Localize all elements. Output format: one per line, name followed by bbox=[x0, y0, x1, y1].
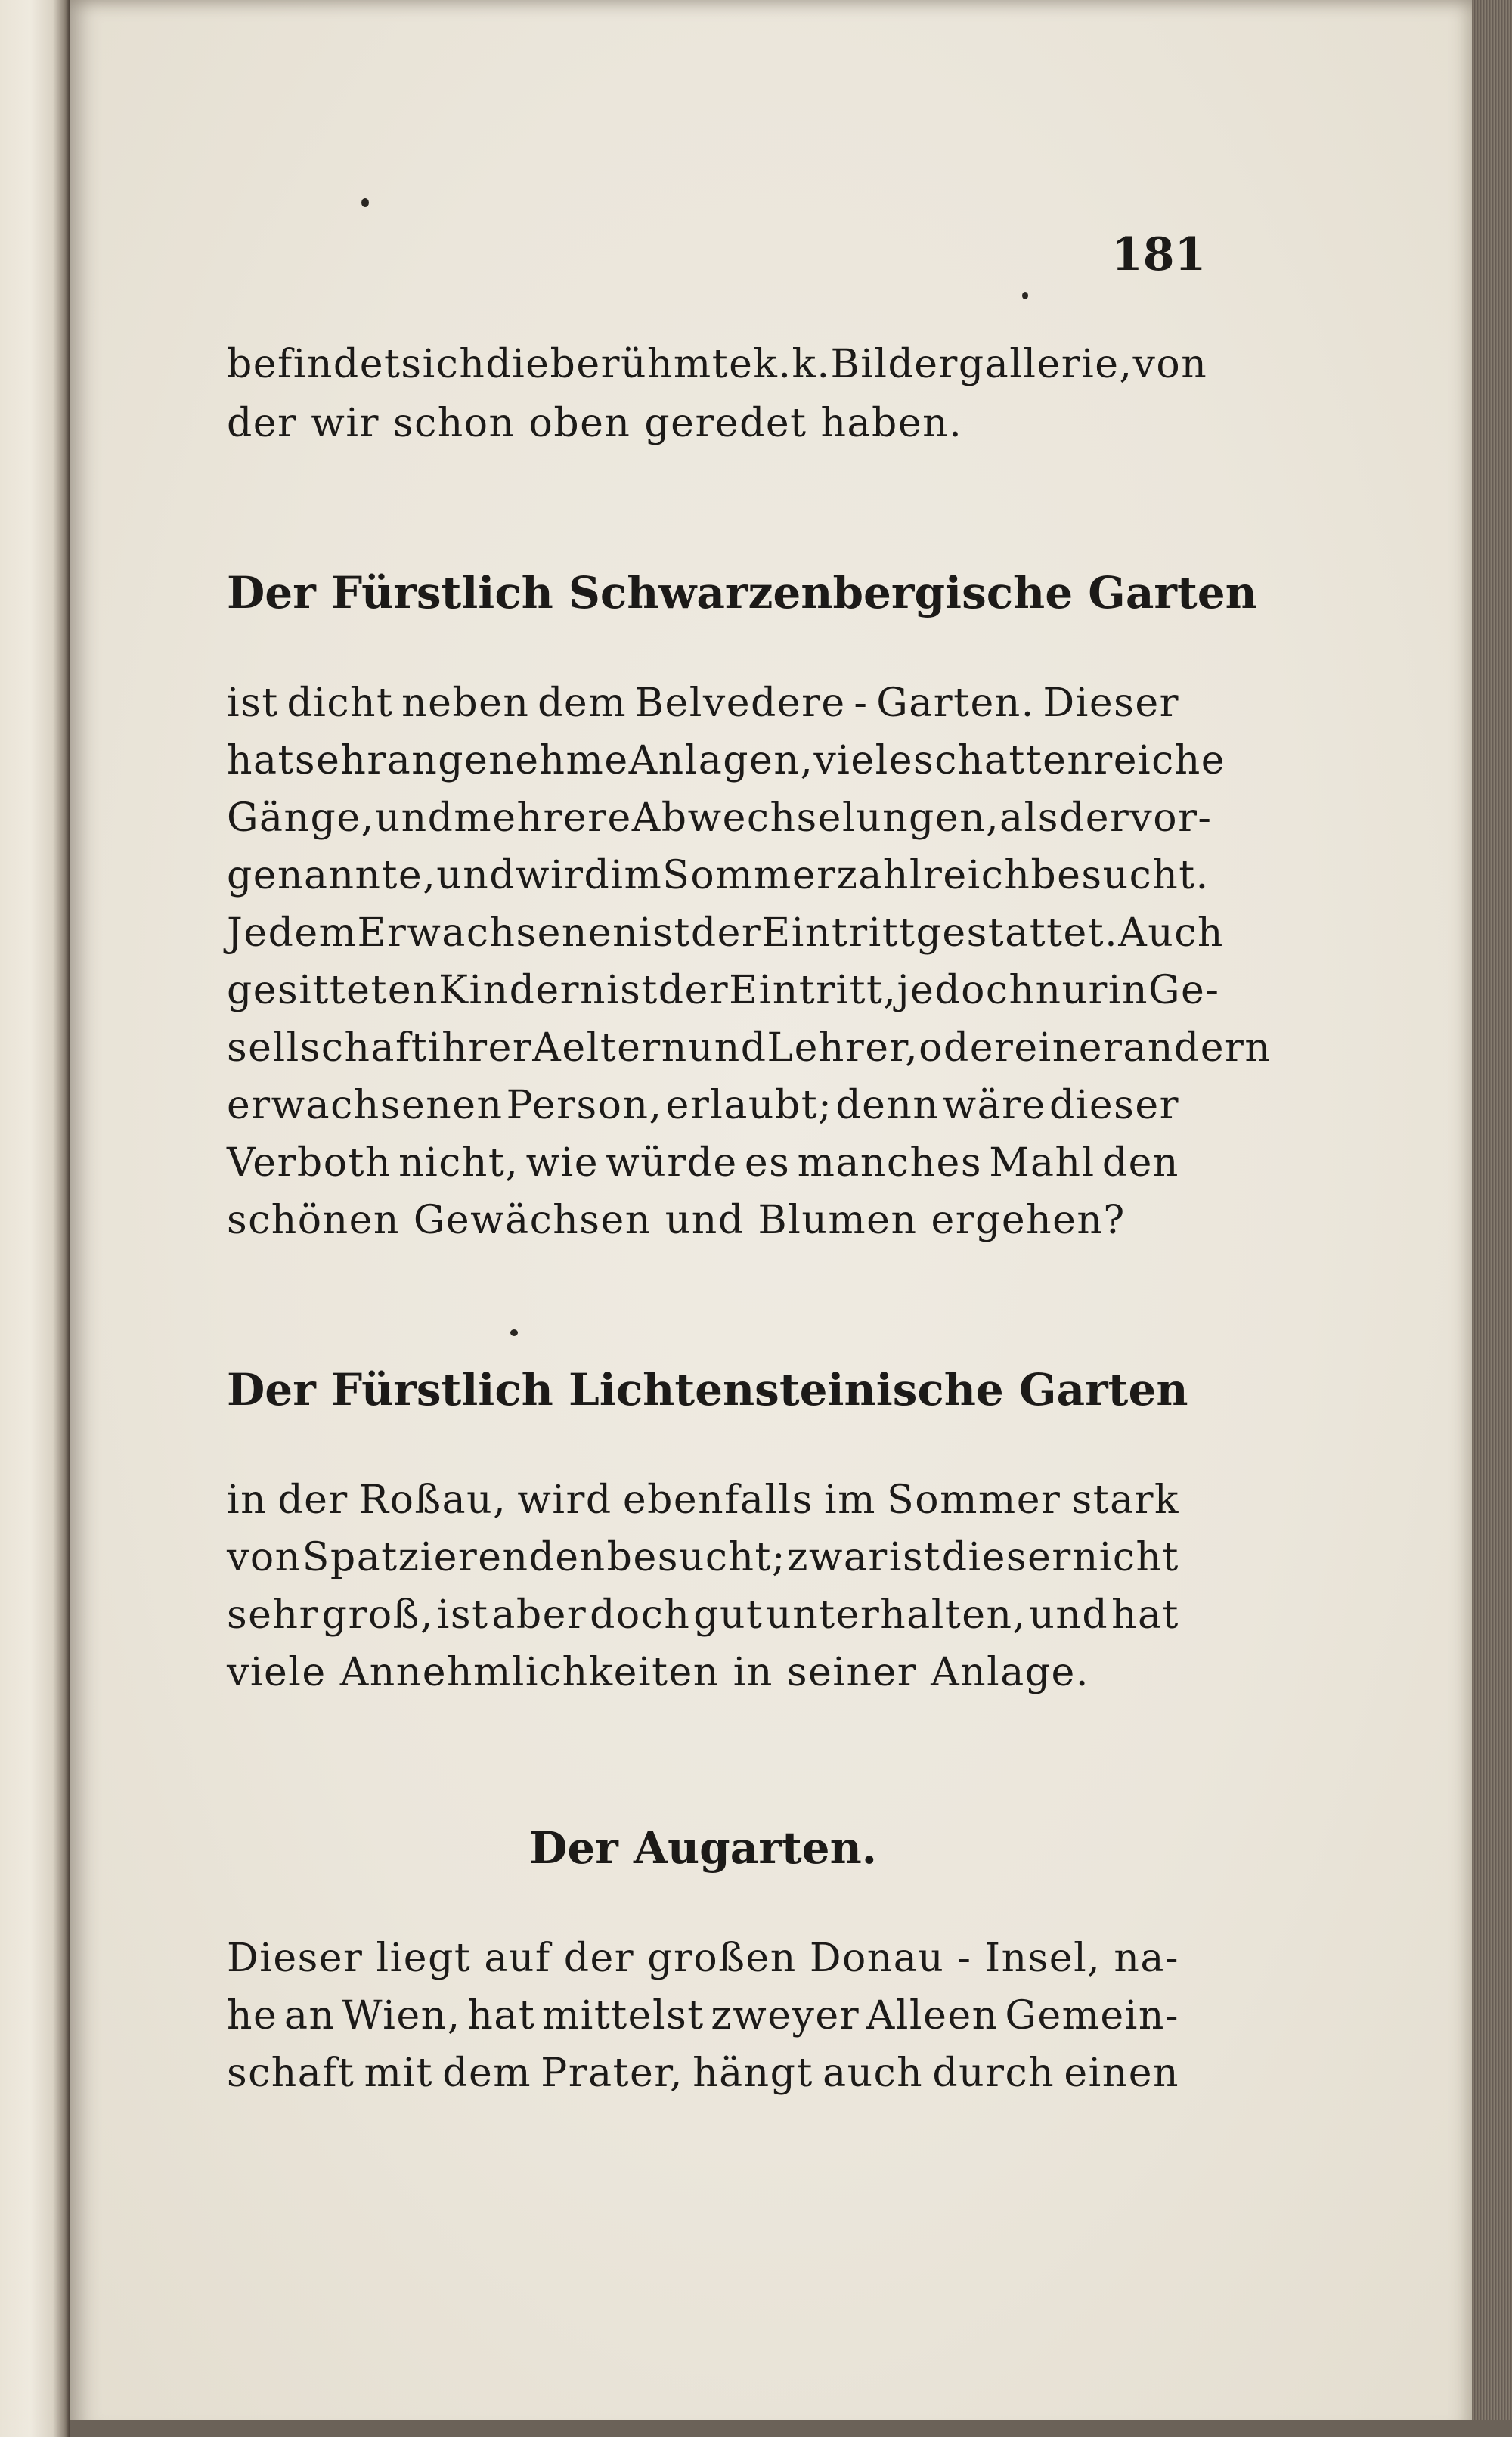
text-line bbox=[227, 401, 1179, 446]
word: dem bbox=[442, 2051, 532, 2096]
word: zahlreich bbox=[836, 853, 1031, 898]
word: Spatzierenden bbox=[302, 1535, 606, 1580]
word: stark bbox=[1071, 1477, 1179, 1523]
word: schönen bbox=[227, 1198, 400, 1243]
word: Alleen bbox=[866, 1993, 999, 2039]
text-line bbox=[227, 1535, 1179, 1580]
word: denn bbox=[835, 1083, 940, 1128]
word: mehrere bbox=[454, 795, 632, 841]
word: von bbox=[227, 1535, 302, 1580]
text-line bbox=[227, 342, 1208, 387]
word: und bbox=[687, 1025, 767, 1071]
word: schaft bbox=[227, 2051, 355, 2096]
word: in bbox=[733, 1650, 773, 1695]
word: Bildergallerie, bbox=[830, 342, 1133, 387]
word: der bbox=[227, 401, 298, 446]
section-heading: Der Fürstlich Lichtensteinische Garten bbox=[227, 1364, 1188, 1415]
word: an bbox=[284, 1993, 336, 2039]
word: Lehrer, bbox=[767, 1025, 919, 1071]
word: berühmte bbox=[550, 342, 754, 387]
word: gestattet. bbox=[916, 910, 1119, 956]
word: besucht. bbox=[1030, 853, 1210, 898]
word: würde bbox=[606, 1140, 738, 1186]
word: Person, bbox=[506, 1083, 663, 1128]
word: liegt bbox=[376, 1936, 472, 1981]
word: Sommer bbox=[662, 853, 837, 898]
book-left-edge bbox=[0, 0, 70, 2437]
word: groß, bbox=[321, 1592, 434, 1638]
word: hängt bbox=[692, 2051, 813, 2096]
word: Blumen bbox=[758, 1198, 918, 1243]
word: ist bbox=[888, 1535, 941, 1580]
text-line bbox=[227, 2051, 1179, 2096]
word: Dieser bbox=[1043, 681, 1179, 726]
word: Belvedere bbox=[634, 681, 846, 726]
word: Kindern bbox=[438, 968, 606, 1013]
page-number: 181 bbox=[1111, 228, 1207, 281]
word: neben bbox=[401, 681, 530, 726]
word: Anlage. bbox=[931, 1650, 1089, 1695]
word: seiner bbox=[786, 1650, 918, 1695]
word: mit bbox=[364, 2051, 433, 2096]
word: viele bbox=[813, 738, 914, 783]
text-line bbox=[227, 1025, 1272, 1071]
word: - bbox=[854, 681, 869, 726]
word: Donau bbox=[809, 1936, 945, 1981]
word: sellschaft bbox=[227, 1025, 429, 1071]
word: andern bbox=[1123, 1025, 1272, 1071]
word: ergehen? bbox=[931, 1198, 1126, 1243]
word: ist bbox=[639, 910, 691, 956]
ink-speck bbox=[510, 1329, 518, 1336]
ink-speck bbox=[1022, 292, 1028, 299]
word: Verboth bbox=[227, 1140, 392, 1186]
word: einer bbox=[1014, 1025, 1123, 1071]
word: sehr bbox=[227, 1592, 319, 1638]
word: oben bbox=[528, 401, 631, 446]
text-line bbox=[227, 1083, 1179, 1128]
word: nicht bbox=[1072, 1535, 1179, 1580]
word: nicht, bbox=[398, 1140, 519, 1186]
word: hat bbox=[1111, 1592, 1179, 1638]
word: und bbox=[665, 1198, 745, 1243]
word: gesitteten bbox=[227, 968, 439, 1013]
text-line bbox=[227, 910, 1224, 956]
word: Eintritt bbox=[761, 910, 916, 956]
word: Erwachsenen bbox=[357, 910, 640, 956]
text-line bbox=[227, 1140, 1179, 1186]
word: aber bbox=[491, 1592, 587, 1638]
text-line bbox=[227, 795, 1213, 841]
word: ist bbox=[227, 681, 279, 726]
text-line bbox=[227, 1592, 1179, 1638]
word: Jedem bbox=[227, 910, 358, 956]
word: zwar bbox=[787, 1535, 888, 1580]
word: in bbox=[227, 1477, 268, 1523]
word: k. bbox=[753, 342, 792, 387]
word: dicht bbox=[287, 681, 394, 726]
word: Ge- bbox=[1148, 968, 1220, 1013]
word: wäre bbox=[942, 1083, 1046, 1128]
word: Anlagen, bbox=[628, 738, 814, 783]
word: schattenreiche bbox=[913, 738, 1226, 783]
word: Sommer bbox=[887, 1477, 1061, 1523]
word: k. bbox=[792, 342, 831, 387]
word: sehr bbox=[294, 738, 387, 783]
word: der bbox=[1058, 795, 1130, 841]
word: den bbox=[1101, 1140, 1179, 1186]
word: ist bbox=[606, 968, 658, 1013]
word: Dieser bbox=[227, 1936, 364, 1981]
word: wird bbox=[517, 1477, 612, 1523]
word: Eintritt, bbox=[729, 968, 897, 1013]
word: besucht; bbox=[606, 1535, 786, 1580]
word: zweyer bbox=[711, 1993, 860, 2039]
text-line bbox=[227, 1198, 1179, 1243]
word: dieser bbox=[941, 1535, 1072, 1580]
word: auch bbox=[823, 2051, 924, 2096]
section-heading: Der Fürstlich Schwarzenbergische Garten bbox=[227, 567, 1257, 619]
section-heading: Der Augarten. bbox=[529, 1822, 877, 1874]
word: erlaubt; bbox=[665, 1083, 833, 1128]
word: Garten. bbox=[876, 681, 1035, 726]
word: im bbox=[824, 1477, 876, 1523]
word: großen bbox=[647, 1936, 797, 1981]
book-right-edge bbox=[1472, 0, 1512, 2437]
word: Wien, bbox=[342, 1993, 461, 2039]
word: schon bbox=[392, 401, 516, 446]
ink-speck bbox=[361, 198, 369, 207]
word: oder bbox=[919, 1025, 1015, 1071]
word: Prater, bbox=[541, 2051, 683, 2096]
word: unterhalten, bbox=[766, 1592, 1027, 1638]
word: befindet bbox=[227, 342, 401, 387]
word: hat bbox=[467, 1993, 536, 2039]
word: sich bbox=[401, 342, 486, 387]
word: und bbox=[374, 795, 454, 841]
word: die bbox=[485, 342, 550, 387]
book-bottom-edge bbox=[70, 2420, 1512, 2437]
word: viele bbox=[227, 1650, 327, 1695]
word: erwachsenen bbox=[227, 1083, 503, 1128]
text-line bbox=[227, 1993, 1179, 2039]
word: einen bbox=[1064, 2051, 1179, 2096]
word: ihrer bbox=[428, 1025, 533, 1071]
word: hat bbox=[227, 738, 295, 783]
word: Annehmlichkeiten bbox=[339, 1650, 720, 1695]
word: Gänge, bbox=[227, 795, 375, 841]
word: Auch bbox=[1118, 910, 1224, 956]
word: im bbox=[610, 853, 663, 898]
word: Roßau, bbox=[358, 1477, 507, 1523]
word: angenehme bbox=[386, 738, 629, 783]
word: Insel, bbox=[984, 1936, 1101, 1981]
word: Gewächsen bbox=[413, 1198, 652, 1243]
word: genannte, bbox=[227, 853, 437, 898]
word: der bbox=[658, 968, 730, 1013]
word: mittelst bbox=[541, 1993, 705, 2039]
text-line bbox=[227, 738, 1226, 783]
word: der bbox=[563, 1936, 635, 1981]
text-line bbox=[227, 1936, 1179, 1981]
word: he bbox=[227, 1993, 278, 2039]
text-line bbox=[227, 1650, 1179, 1695]
word: gut bbox=[693, 1592, 764, 1638]
word: als bbox=[999, 795, 1059, 841]
word: ebenfalls bbox=[622, 1477, 813, 1523]
word: dem bbox=[538, 681, 627, 726]
word: es bbox=[744, 1140, 791, 1186]
word: haben. bbox=[820, 401, 963, 446]
word: durch bbox=[932, 2051, 1055, 2096]
word: manches bbox=[797, 1140, 982, 1186]
word: der bbox=[690, 910, 762, 956]
word: wir bbox=[311, 401, 380, 446]
text-line bbox=[227, 1477, 1179, 1523]
word: geredet bbox=[644, 401, 807, 446]
word: in bbox=[1108, 968, 1149, 1013]
text-line bbox=[227, 681, 1179, 726]
word: doch bbox=[590, 1592, 691, 1638]
word: Gemein- bbox=[1005, 1993, 1179, 2039]
word: Mahl bbox=[989, 1140, 1095, 1186]
text-line bbox=[227, 968, 1220, 1013]
word: dieser bbox=[1049, 1083, 1179, 1128]
text-line bbox=[227, 853, 1210, 898]
word: - bbox=[957, 1936, 972, 1981]
word: na- bbox=[1114, 1936, 1179, 1981]
word: vor- bbox=[1129, 795, 1213, 841]
word: wie bbox=[525, 1140, 599, 1186]
word: der bbox=[277, 1477, 349, 1523]
word: auf bbox=[484, 1936, 551, 1981]
word: wird bbox=[516, 853, 611, 898]
word: und bbox=[436, 853, 516, 898]
word: Aeltern bbox=[532, 1025, 688, 1071]
word: von bbox=[1132, 342, 1208, 387]
word: jedoch bbox=[897, 968, 1036, 1013]
word: Abwechselungen, bbox=[631, 795, 1000, 841]
word: nur bbox=[1035, 968, 1108, 1013]
word: und bbox=[1029, 1592, 1109, 1638]
word: ist bbox=[436, 1592, 489, 1638]
